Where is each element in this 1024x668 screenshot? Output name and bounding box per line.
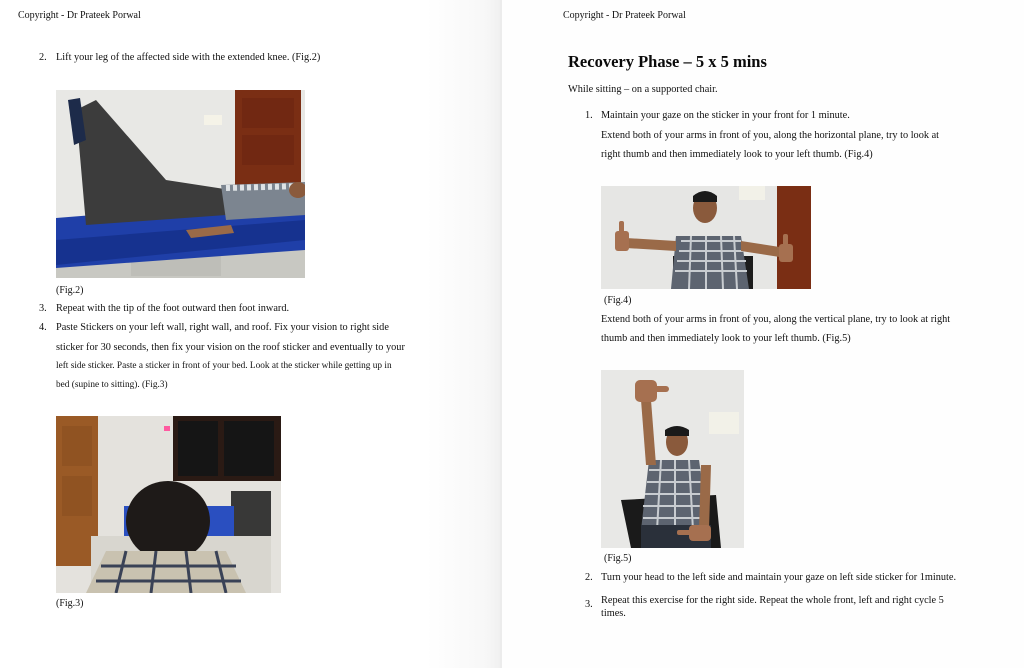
figure-3-caption: (Fig.3) [56, 598, 84, 609]
figure-5-caption: (Fig.5) [604, 553, 632, 564]
list-item-text-line: Paste Stickers on your left wall, right wall, and roof. Fix your vision to right side [56, 322, 389, 333]
list-number: 3. [39, 303, 47, 314]
list-item-text-line: times. [601, 608, 626, 619]
figure-5-image [601, 370, 744, 548]
page-header-copyright: Copyright - Dr Prateek Porwal [563, 10, 686, 21]
list-item-text-line: right thumb and then immediately look to your left thumb. (Fig.4) [601, 149, 873, 160]
list-number: 2. [585, 572, 593, 583]
list-item-text: Repeat with the tip of the foot outward then foot inward. [56, 303, 290, 314]
figure-4-caption: (Fig.4) [604, 295, 632, 306]
page-header-copyright: Copyright - Dr Prateek Porwal [18, 10, 141, 21]
list-item-text-line: Maintain your gaze on the sticker in your front for 1 minute. [601, 110, 850, 121]
section-subtitle: While sitting – on a supported chair. [568, 84, 718, 95]
list-number: 4. [39, 322, 47, 333]
left-page [0, 0, 502, 668]
figure-3-image [56, 416, 281, 593]
section-title: Recovery Phase – 5 x 5 mins [568, 52, 767, 71]
list-item-text: Turn your head to the left side and maintain your gaze on left side sticker for 1minute. [601, 572, 957, 583]
list-number: 3. [585, 599, 593, 610]
list-item-text-line: left side sticker. Paste a sticker in front of your bed. Look at the sticker while getting up in [56, 361, 392, 371]
figure-2-caption: (Fig.2) [56, 285, 84, 296]
right-page [502, 0, 1024, 668]
list-item-text-line: bed (supine to sitting). (Fig.3) [56, 380, 168, 390]
instruction-line: thumb and then immediately look to your left thumb. (Fig.5) [601, 333, 851, 344]
instruction-line: Extend both of your arms in front of you, along the vertical plane, try to look at right [601, 314, 951, 325]
figure-2-image [56, 90, 305, 278]
list-number: 2. [39, 52, 47, 63]
list-item-text-line: Extend both of your arms in front of you, along the horizontal plane, try to look at [601, 130, 940, 141]
list-item-text-line: Repeat this exercise for the right side. Repeat the whole front, left and right cycle 5 [601, 595, 944, 606]
list-number: 1. [585, 110, 593, 121]
figure-4-image [601, 186, 811, 289]
list-item-text: Lift your leg of the affected side with the extended knee. (Fig.2) [56, 52, 321, 63]
list-item-text-line: sticker for 30 seconds, then fix your vision on the roof sticker and eventually to your [56, 342, 405, 353]
